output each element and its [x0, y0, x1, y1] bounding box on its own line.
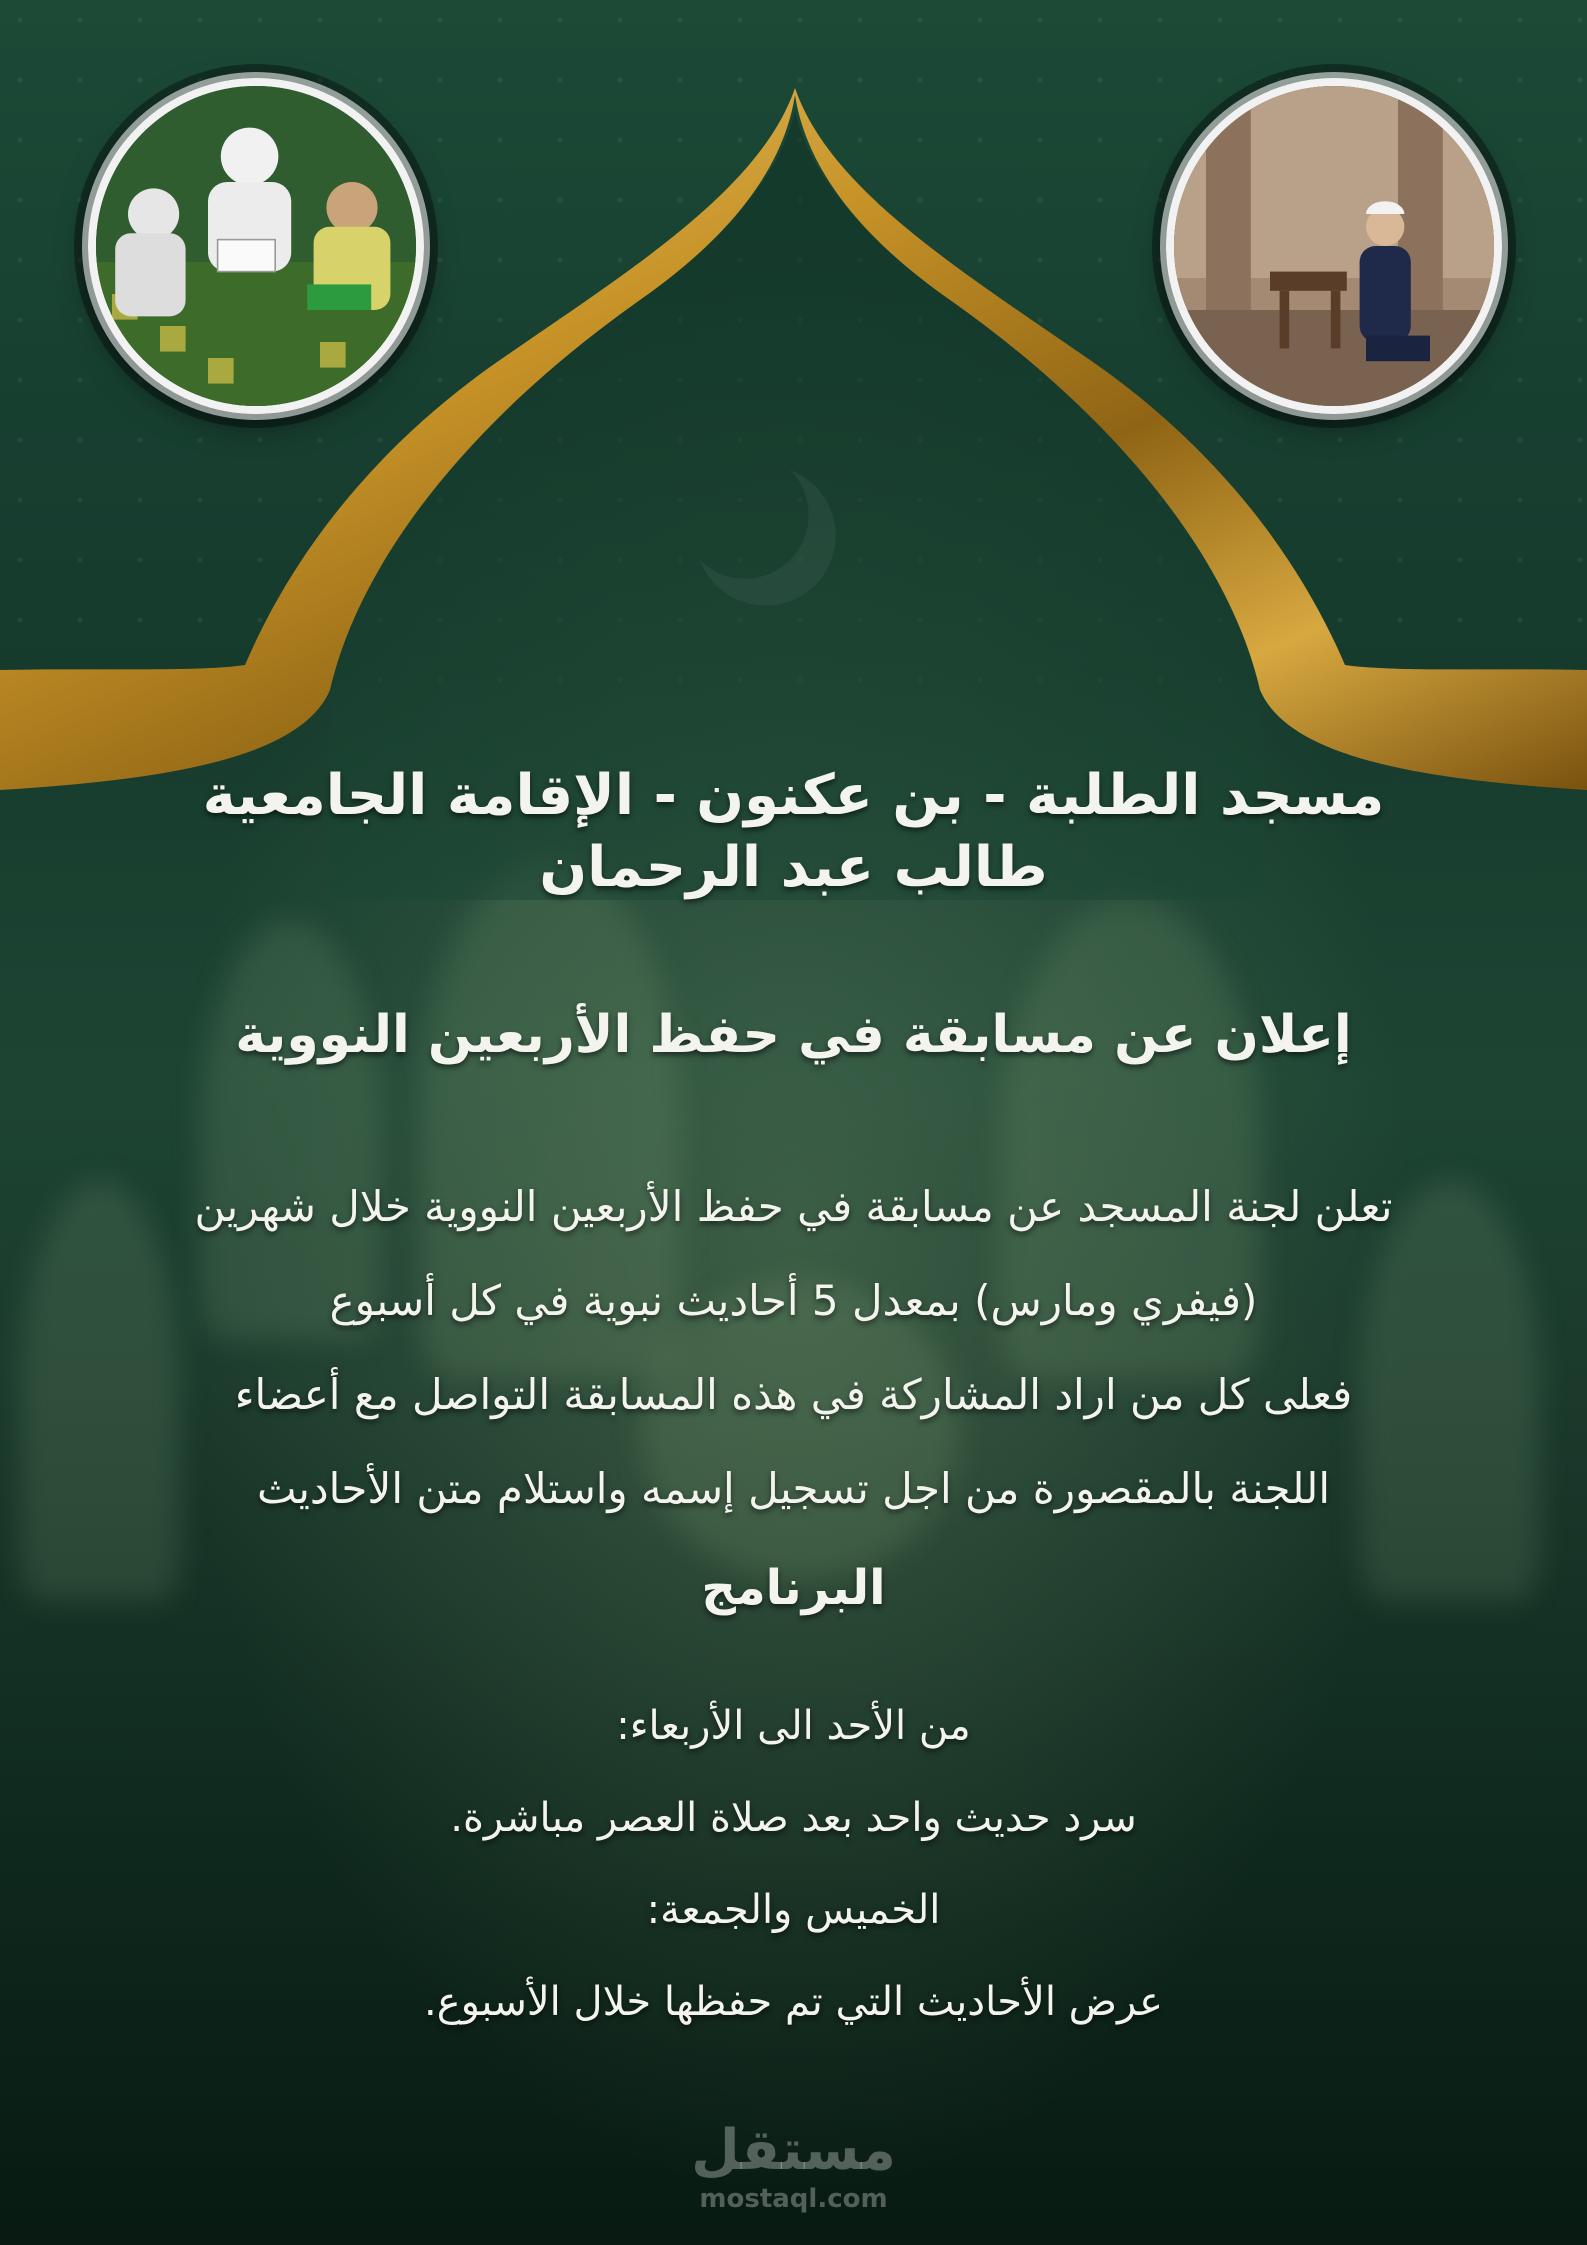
- watermark-logo: مستقل: [691, 2118, 896, 2183]
- body-line: اللجنة بالمقصورة من اجل تسجيل إسمه واستلام متن الأحاديث: [256, 1464, 1331, 1513]
- program-title: البرنامج: [701, 1560, 886, 1616]
- schedule-day-heading: الخميس والجمعة:: [646, 1887, 941, 1933]
- body-line: (فيفري ومارس) بمعدل 5 أحاديث نبوية في كل أسبوع: [329, 1276, 1258, 1325]
- program-schedule: [0, 1680, 1587, 2048]
- announcement-body: [0, 1160, 1587, 1536]
- mosque-header: [0, 760, 1587, 904]
- schedule-day-heading: من الأحد الى الأربعاء:: [616, 1703, 971, 1749]
- imam-name: طالب عبد الرحمان: [539, 835, 1048, 900]
- left-photo: [88, 78, 424, 414]
- schedule-activity: عرض الأحاديث التي تم حفظها خلال الأسبوع.: [424, 1979, 1163, 2025]
- announcement-title: إعلان عن مسابقة في حفظ الأربعين النووية: [235, 1005, 1352, 1065]
- schedule-activity: سرد حديث واحد بعد صلاة العصر مباشرة.: [450, 1795, 1137, 1841]
- watermark-url: mostaql.com: [699, 2184, 888, 2214]
- right-photo: [1166, 78, 1502, 414]
- boy-praying-in-mosque-image: [1174, 86, 1494, 406]
- body-line: فعلى كل من اراد المشاركة في هذه المسابقة التواصل مع أعضاء: [234, 1370, 1353, 1419]
- body-line: تعلن لجنة المسجد عن مسابقة في حفظ الأربعين النووية خلال شهرين: [194, 1182, 1393, 1231]
- mosque-name: مسجد الطلبة - بن عكنون - الإقامة الجامعية: [202, 763, 1385, 828]
- children-reading-quran-image: [96, 86, 416, 406]
